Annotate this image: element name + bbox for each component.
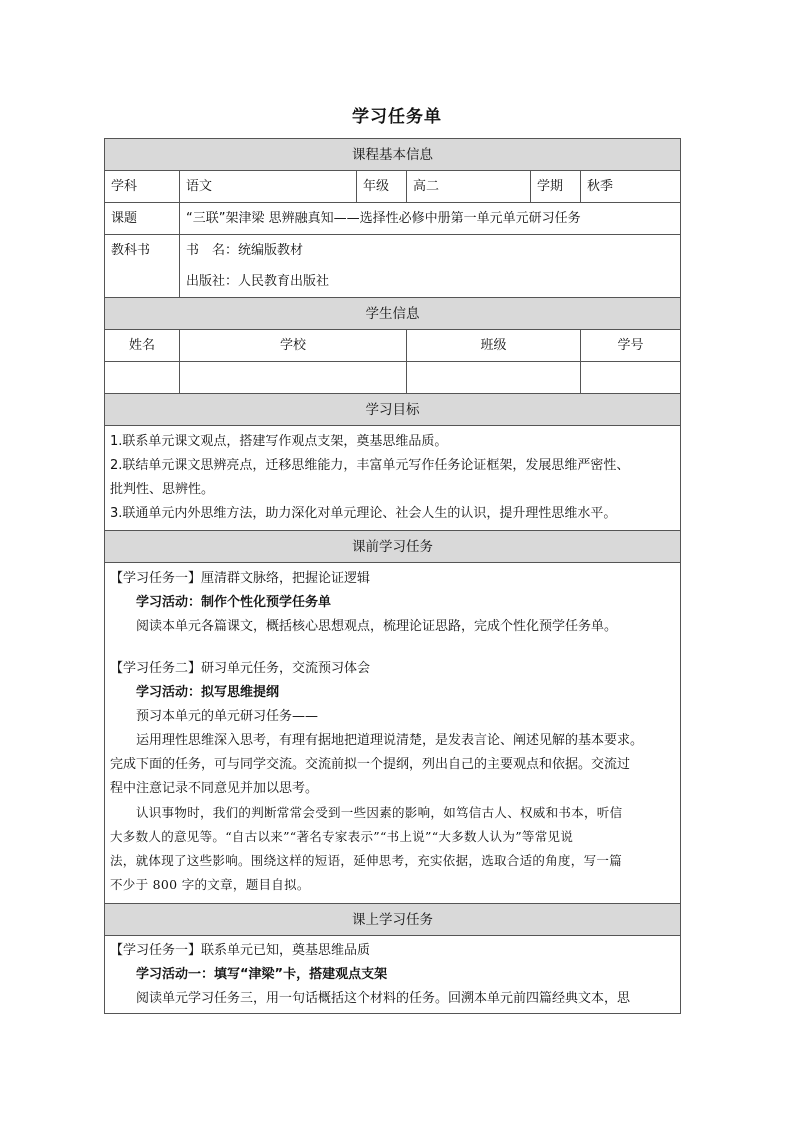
in-class-header-row [105,904,681,936]
in-class-row [105,936,681,1014]
in-task-1-activity: 学习活动一：填写“津梁”卡，搭建观点支架 [136,967,388,982]
textbook-row [105,235,681,298]
grade-value: 高二 [407,171,531,203]
student-entry-row [105,362,681,394]
class-entry-cell[interactable] [407,362,581,394]
publisher-line: 出版社：人民教育出版社 [186,274,330,289]
grade-label: 年级 [357,171,407,203]
course-info-header: 课程基本信息 [105,139,681,171]
topic-label: 课题 [105,203,180,235]
school-column-header: 学校 [180,330,407,362]
subject-label: 学科 [105,171,180,203]
in-task-1-title: 【学习任务一】联系单元已知，奠基思维品质 [110,943,371,958]
in-class-header: 课上学习任务 [105,904,681,936]
pre-task-2-intro: 预习本单元的单元研习任务—— [136,709,319,724]
writing-prompt-line-4: 不少于 800 字的文章，题目自拟。 [110,877,310,892]
term-value: 秋季 [581,171,681,203]
pre-class-header-row [105,531,681,563]
subject-value: 语文 [180,171,357,203]
objective-1: 1.联系单元课文观点，搭建写作观点支架，奠基思维品质。 [110,434,448,449]
student-info-header: 学生信息 [105,298,681,330]
in-task-1-text: 阅读单元学习任务三，用一句话概括这个材料的任务。回溯本单元前四篇经典文本，思 [136,991,631,1006]
pre-task-2-paragraph-line-1: 运用理性思维深入思考，有理有据地把道理说清楚，是发表言论、阐述见解的基本要求。 [136,733,644,748]
in-class-cell [105,936,681,1014]
objectives-header: 学习目标 [105,394,681,426]
student-info-header-row [105,298,681,330]
objective-2-line-2: 批判性、思辨性。 [110,482,215,497]
pre-task-2-paragraph-line-3: 程中注意记录不同意见并加以思考。 [110,781,319,796]
name-column-header: 姓名 [105,330,180,362]
pre-task-1-text: 阅读本单元各篇课文，概括核心思想观点，梳理论证思路，完成个性化预学任务单。 [136,619,618,634]
pre-class-cell [105,563,681,904]
pre-task-2-paragraph-line-2: 完成下面的任务，可与同学交流。交流前拟一个提纲，列出自己的主要观点和依据。交流过 [110,757,631,772]
objectives-header-row [105,394,681,426]
topic-row [105,203,681,235]
page-title: 学习任务单 [352,107,442,127]
objective-3: 3.联通单元内外思维方法，助力深化对单元理论、社会人生的认识，提升理性思维水平。 [110,506,617,521]
course-basic-row [105,171,681,203]
writing-prompt-line-2: 大多数人的意见等。“自古以来”“著名专家表示”“书上说”“大多数人认为”等常见说 [110,829,574,844]
objectives-cell [105,426,681,531]
textbook-label: 教科书 [105,235,180,298]
pre-task-2-activity: 学习活动：拟写思维提纲 [136,685,280,700]
writing-prompt-line-3: 法，就体现了这些影响。围绕这样的短语，延伸思考，充实依据，选取合适的角度，写一篇 [110,853,623,868]
objective-2-line-1: 2.联结单元课文思辨亮点，迁移思维能力，丰富单元写作任务论证框架，发展思维严密性、 [110,458,630,473]
student-id-column-header: 学号 [581,330,681,362]
school-entry-cell[interactable] [180,362,407,394]
pre-task-1-activity: 学习活动：制作个性化预学任务单 [136,595,332,610]
pre-task-2-title: 【学习任务二】研习单元任务，交流预习体会 [110,661,371,676]
course-info-header-row [105,139,681,171]
student-id-entry-cell[interactable] [581,362,681,394]
term-label: 学期 [531,171,581,203]
objectives-row [105,426,681,531]
name-entry-cell[interactable] [105,362,180,394]
class-column-header: 班级 [407,330,581,362]
pre-task-1-title: 【学习任务一】厘清群文脉络，把握论证逻辑 [110,571,371,586]
writing-prompt-line-1: 认识事物时，我们的判断常常会受到一些因素的影响，如笃信古人、权威和书本，听信 [136,805,623,820]
pre-class-header: 课前学习任务 [105,531,681,563]
task-sheet-table [104,138,681,1014]
student-columns-row [105,330,681,362]
book-name-line: 书 名：统编版教材 [186,243,304,258]
textbook-value [180,235,681,298]
pre-class-row [105,563,681,904]
topic-value: “三联”架津梁 思辨融真知——选择性必修中册第一单元单元研习任务 [180,203,681,235]
